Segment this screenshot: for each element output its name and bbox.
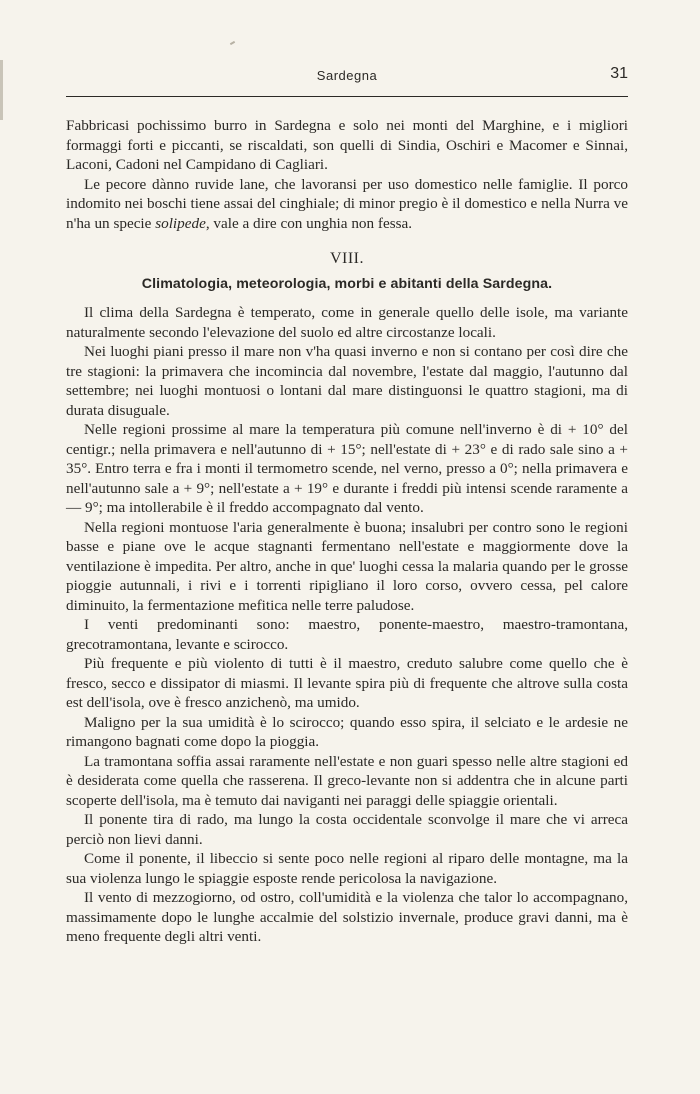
section-number: VIII. xyxy=(329,250,365,267)
paragraph xyxy=(66,175,628,234)
paragraph-text: , vale a dire con unghia non fessa. xyxy=(205,214,413,232)
paper-fleck xyxy=(230,41,235,45)
paragraph: Più frequente e più violento di tutti è il maestro, creduto salubre come quello che è fresco, secco e dissipator di miasmi. Il levante spira più di frequente che altrove sulla costa est dell'isola, ove è fresco anzichenò, ma umido. xyxy=(66,655,628,711)
paragraph: Nella regioni montuose l'aria generalmente è buona; insalubri per contro sono le regioni basse e piane ove le acque stagnanti fermentano nell'estate e maggiormente dove la ventilazione è impedita. Per altro, anche in que' luoghi cessa la malaria quando per le grosse pioggie autunnali, i rivi e i torrenti ripigliano il loro corso, ovvero cessa, pel calore diminuito, la fermentazione mefitica nelle terre paludose. xyxy=(66,518,628,614)
header-rule xyxy=(66,96,628,97)
paragraph: Fabbricasi pochissimo burro in Sardegna e solo nei monti del Marghine, e i migliori formaggi forti e piccanti, se riscaldati, son quelli di Sindia, Oschiri e Macomer e Sinnai, Laconi, Cadoni nel Campidano di Cagliari. xyxy=(66,117,628,173)
running-title: Sardegna xyxy=(316,68,378,83)
paragraph: Come il ponente, il libeccio si sente poco nelle regioni al riparo delle montagne, ma la sua violenza lungo le spiaggie esposte rende pericolosa la navigazione. xyxy=(66,850,628,887)
paragraph: Nelle regioni prossime al mare la temperatura più comune nell'inverno è di + 10° del centigr.; nella primavera e nell'autunno di + 15°; nell'estate di + 23° e di rado sale sino a + 35°. Entro terra e fra i monti il termometro scende, nel verno, presso a 0°; nella primavera e nell'autunno sale a + 9°; nell'estate a + 19° e durante i freddi più intensi scende raramente a — 9°; ma intollerabile è il freddo accompagnato dal vento. xyxy=(66,421,628,516)
page-number: 31 xyxy=(610,65,628,82)
paragraph: Il clima della Sardegna è temperato, come in generale quello delle isole, ma variante naturalmente secondo l'elevazione del suolo ed altre circostanze locali. xyxy=(66,304,628,341)
page-header xyxy=(66,64,628,90)
section-title: Climatologia, meteorologia, morbi e abitanti della Sardegna. xyxy=(141,275,553,292)
paragraph: La tramontana soffia assai raramente nell'estate e non guari spesso nelle altre stagioni ed è desiderata come quella che rasserena. Il greco-levante non si addentra che in alcune parti scoperte dell'isola, ma è temuto dai naviganti nei paraggi delle spiaggie orientali. xyxy=(66,752,628,809)
paragraph-text: Le pecore dànno ruvide lane, che lavoransi per uso domestico nelle famiglie. Il porco indomito nei boschi tiene assai del cinghiale; di minor pregio è il domestico e nella Nurra ve n'ha un specie xyxy=(66,175,628,232)
paragraph: Il ponente tira di rado, ma lungo la costa occidentale sconvolge il mare che vi arreca perciò non lievi danni. xyxy=(66,811,628,848)
paragraph: I venti predominanti sono: maestro, ponente-maestro, maestro-tramontana, grecotramontana, levante e scirocco. xyxy=(66,616,628,653)
paragraph: Nei luoghi piani presso il mare non v'ha quasi inverno e non si contano per così dire che tre stagioni: la primavera che incomincia dal novembre, l'estate dal maggio, l'autunno dal settembre; nei luoghi montuosi o lontani dal mare distinguonsi le quattro stagioni, ma di durata disuguale. xyxy=(66,343,628,419)
body-text xyxy=(66,116,628,947)
page-edge-shadow xyxy=(0,60,3,120)
italic-term: solipede xyxy=(155,214,206,232)
paragraph: Maligno per la sua umidità è lo scirocco; quando esso spira, il selciato e le ardesie ne rimangono bagnati come dopo la pioggia. xyxy=(66,713,628,750)
paragraph: Il vento di mezzogiorno, od ostro, coll'umidità e la violenza che talor lo accompagnano, massimamente dopo le lunghe accalmie del solstizio invernale, produce gravi danni, ma è meno frequente degli altri venti. xyxy=(66,889,628,945)
